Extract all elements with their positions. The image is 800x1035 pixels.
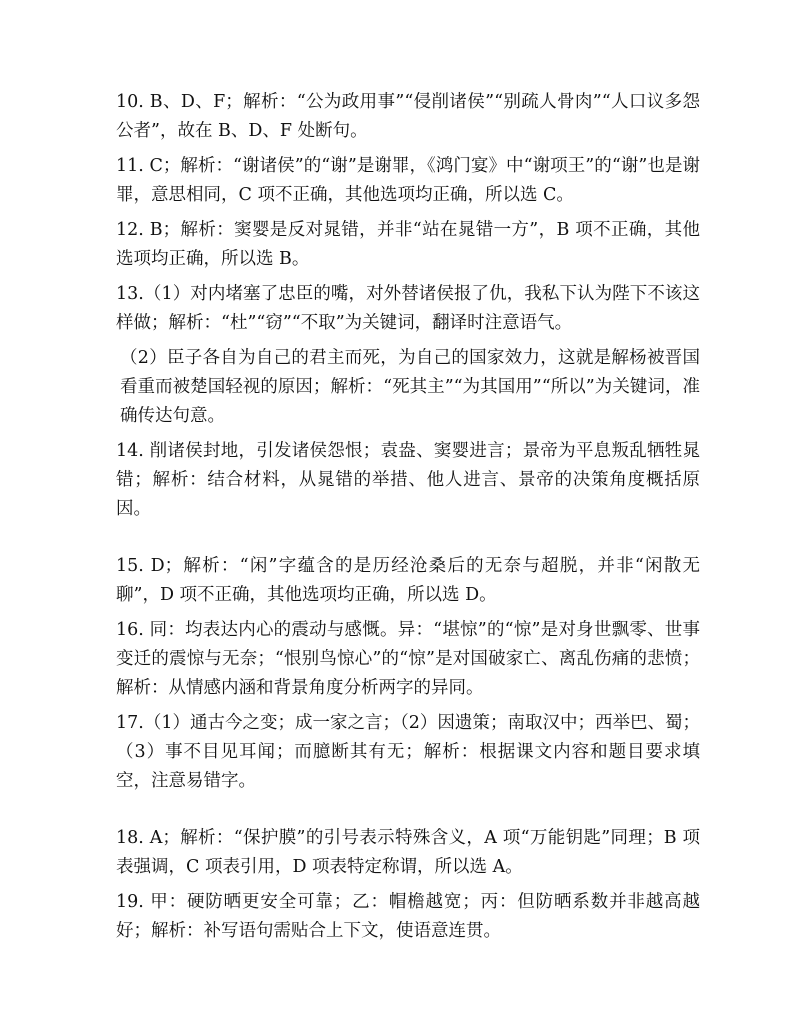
answer-q14: 14. 削诸侯封地，引发诸侯怨恨；袁盎、窦婴进言；景帝为平息叛乱牺牲晁错；解析：结合材料，从晁错的举措、他人进言、景帝的决策角度概括原因。 bbox=[116, 441, 700, 519]
answer-q15: 15. D；解析：“闲”字蕴含的是历经沧桑后的无奈与超脱，并非“闲散无聊”，D 项不正确，其他选项均正确，所以选 D。 bbox=[116, 556, 700, 605]
answer-q18: 18. A；解析：“保护膜”的引号表示特殊含义，A 项“万能钥匙”同理；B 项表强调，C 项表引用，D 项表特定称谓，所以选 A。 bbox=[116, 828, 700, 877]
answer-q13-part2: （2）臣子各自为自己的君主而死，为自己的国家效力，这就是解杨被晋国看重而被楚国轻视的原因；解析：“死其主”“为其国用”“所以”为关键词，准确传达句意。 bbox=[120, 348, 700, 426]
answer-q10: 10. B、D、F；解析：“公为政用事”“侵削诸侯”“别疏人骨肉”“人口议多怨公者”，故在 B、D、F 处断句。 bbox=[116, 92, 700, 141]
answer-q13-part1: 13.（1）对内堵塞了忠臣的嘴，对外替诸侯报了仇，我私下认为陛下不该这样做；解析：“杜”“窃”“不取”为关键词，翻译时注意语气。 bbox=[116, 284, 700, 333]
answer-q12: 12. B；解析：窦婴是反对晁错，并非“站在晁错一方”，B 项不正确，其他选项均正确，所以选 B。 bbox=[116, 220, 700, 269]
answer-q19: 19. 甲：硬防晒更安全可靠；乙：帽檐越宽；丙：但防晒系数并非越高越好；解析：补写语句需贴合上下文，使语意连贯。 bbox=[116, 892, 700, 941]
answer-list bbox=[116, 88, 700, 952]
answer-q16: 16. 同：均表达内心的震动与感慨。异：“堪惊”的“惊”是对身世飘零、世事变迁的震惊与无奈；“恨别鸟惊心”的“惊”是对国破家亡、离乱伤痛的悲愤；解析：从情感内涵和背景角度分析两字的异同。 bbox=[116, 620, 700, 698]
answer-q11: 11. C；解析：“谢诸侯”的“谢”是谢罪，《鸿门宴》中“谢项王”的“谢”也是谢罪，意思相同，C 项不正确，其他选项均正确，所以选 C。 bbox=[116, 156, 700, 205]
answer-q17: 17.（1）通古今之变；成一家之言；（2）因遗策；南取汉中；西举巴、蜀；（3）事不目见耳闻；而臆断其有无；解析：根据课文内容和题目要求填空，注意易错字。 bbox=[116, 713, 700, 791]
